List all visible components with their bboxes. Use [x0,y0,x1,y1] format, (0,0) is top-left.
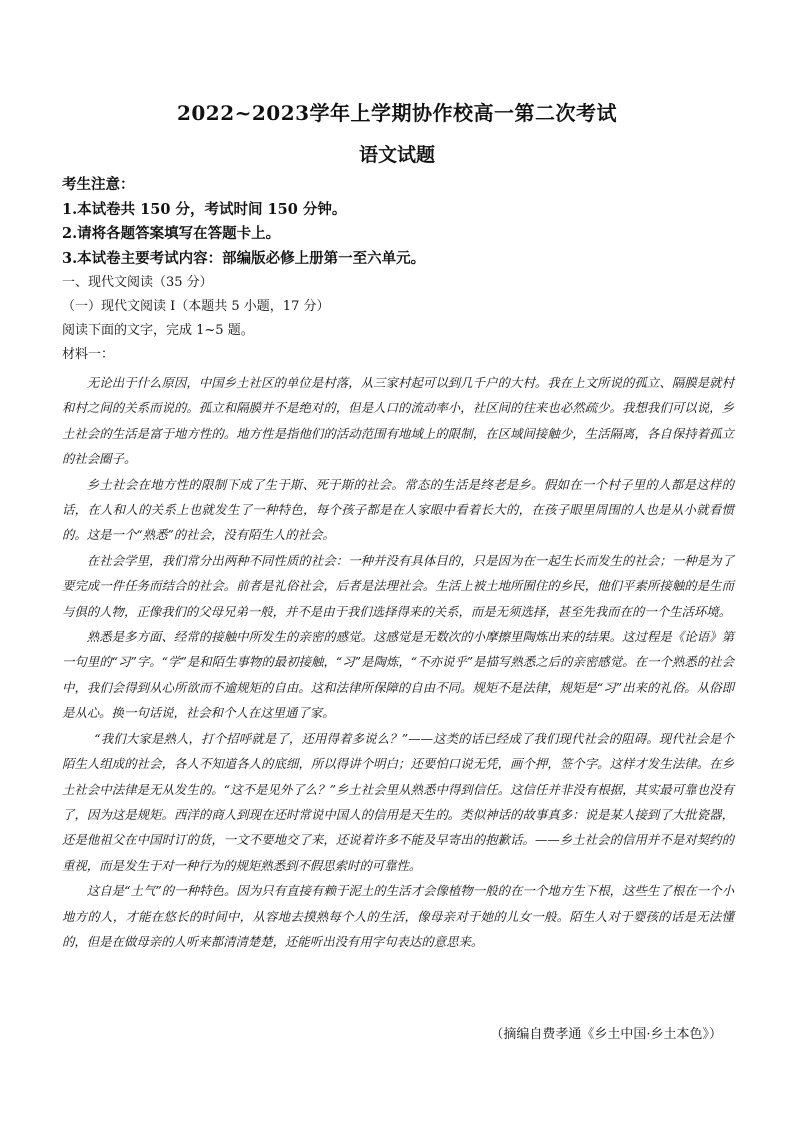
notice-item: 1.本试卷共 150 分，考试时间 150 分钟。 [62,200,347,218]
passage-paragraph: 乡土社会在地方性的限制下成了生于斯、死于斯的社会。常态的生活是终老是乡。假如在一个村子里的人都是这样的话，在人和人的关系上也就发生了一种特色，每个孩子都是在人家眼中看着长大的，在孩子眼里周围的人也是从小就看惯的。这是一个“熟悉”的社会，没有陌生人的社会。 [62,476,734,543]
passage-paragraph: 这自是“土气”的一种特色。因为只有直接有赖于泥土的生活才会像植物一般的在一个地方生下根，这些生了根在一个小地方的人，才能在悠长的时间中，从容地去摸熟每个人的生活，像母亲对于她的儿女一般。陌生人对于婴孩的话是无法懂的，但是在做母亲的人听来都清清楚楚，还能听出没有用字句表达的意思来。 [62,883,734,949]
passage-paragraph: “我们大家是熟人，打个招呼就是了，还用得着多说么？”——这类的话已经成了我们现代社会的阻碍。现代社会是个陌生人组成的社会，各人不知道各人的底细，所以得讲个明白；还要怕口说无凭，画个押，签个字。这样才发生法律。在乡土社会中法律是无从发生的。“这不是见外了么？”乡土社会里从熟悉中得到信任。这信任并非没有根据，其实最可靠也没有了，因为这是规矩。西洋的商人到现在还时常说中国人的信用是天生的。类似神话的故事真多：说是某人接到了大批瓷器，还是他祖父在中国时订的货，一文不要地交了来，还说着许多不能及早寄出的抱歉话。——乡土社会的信用并不是对契约的重视，而是发生于对一种行为的规矩熟悉到不假思索时的可靠性。 [62,730,734,873]
passage-paragraph: 熟悉是多方面、经常的接触中所发生的亲密的感觉。这感觉是无数次的小摩擦里陶炼出来的结果。这过程是《论语》第一句里的“习”字。“学”是和陌生事物的最初接触，“习”是陶炼，“不亦说乎”是描写熟悉之后的亲密感觉。在一个熟悉的社会中，我们会得到从心所欲而不逾规矩的自由。这和法律所保障的自由不同。规矩不是法律，规矩是“习”出来的礼俗。从俗即是从心。换一句话说，社会和个人在这里通了家。 [62,629,734,721]
notice-heading: 考生注意： [62,176,135,193]
subsection-heading: （一）现代文阅读 I（本题共 5 小题，17 分） [62,299,330,314]
notice-item: 2.请将各题答案填写在答题卡上。 [62,225,281,242]
exam-subtitle: 语文试题 [358,144,435,166]
passage-paragraph: 无论出于什么原因，中国乡土社区的单位是村落，从三家村起可以到几千户的大村。我在上文所说的孤立、隔膜是就村和村之间的关系而说的。孤立和隔膜并不是绝对的，但是人口的流动率小，社区间的往来也必然疏少。我想我们可以说，乡土社会的生活是富于地方性的。地方性是指他们的活动范围有地域上的限制，在区域间接触少，生活隔离，各自保持着孤立的社会圈子。 [62,375,734,467]
passage-source: （摘编自费孝通《乡土中国·乡土本色》） [490,1027,722,1042]
reading-instruction: 阅读下面的文字，完成 1~5 题。 [62,323,254,338]
material-label: 材料一： [62,347,115,362]
candidate-notice [62,173,742,271]
exam-title: 2022~2023学年上学期协作校高一第二次考试 [176,101,618,125]
section-heading: 一、现代文阅读（35 分） [62,275,213,290]
passage-paragraph: 在社会学里，我们常分出两种不同性质的社会：一种并没有具体目的，只是因为在一起生长而发生的社会；一种是为了要完成一件任务而结合的社会。前者是礼俗社会，后者是法理社会。生活上被土地所囿住的乡民，他们平素所接触的是生而与俱的人物，正像我们的父母兄弟一般，并不是由于我们选择得来的关系，而是无须选择，甚至先我而在的一个生活环境。 [62,552,734,619]
reading-passage [62,370,734,954]
notice-item: 3.本试卷主要考试内容：部编版必修上册第一至六单元。 [62,249,426,267]
